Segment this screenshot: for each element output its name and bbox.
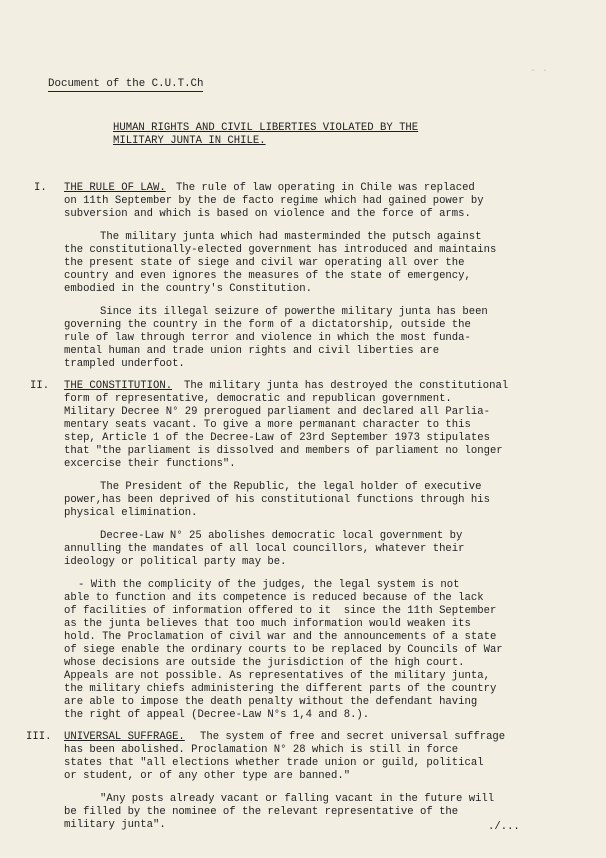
section-2-line: mentary seats vacant. To give a more permanant character to this [64, 419, 471, 431]
section-2-line: Military Decree N° 29 prerogued parliament and declared all Parlia- [64, 406, 490, 418]
section-2-para2-line: physical elimination. [64, 507, 198, 519]
section-1-para3-line: Since its illegal seizure of powerthe military junta has been [100, 306, 488, 318]
section-2-para4-line: the right of appeal (Decree-Law N°s 1,4 and 8.). [64, 709, 370, 721]
section-2-line: form of representative, democratic and republican government. [64, 393, 452, 405]
document-header: Document of the C.U.T.Ch [48, 78, 204, 90]
section-3-line: or student, or of any other type are banned." [64, 770, 351, 782]
section-1-para3-line: rule of law through terror and violence in which the most funda- [64, 332, 471, 344]
section-2-para4-line: hold. The Proclamation of civil war and the announcements of a state [64, 631, 497, 643]
section-2-line: excercise their functions". [64, 458, 236, 470]
section-1-para3-line: governing the country in the form of a dictatorship, outside the [64, 319, 471, 331]
section-2-para4-line: as the junta believes that too much information would weaken its [64, 618, 471, 630]
section-2-para2-line: The President of the Republic, the legal holder of executive [100, 481, 482, 493]
section-2-para4-line: whose decisions are outside the jurisdiction of the high court. [64, 657, 465, 669]
section-1-line: subversion and which is based on violence and the force of arms. [64, 208, 471, 220]
section-1-para3-line: mental human and trade union rights and civil liberties are [64, 345, 440, 357]
title-line-2: MILITARY JUNTA IN CHILE. [113, 135, 266, 147]
section-1-para2-line: The military junta which had masterminded the putsch against [100, 231, 482, 243]
section-3-number: III. [26, 731, 52, 743]
section-1-para3-line: trampled underfoot. [64, 358, 185, 370]
section-2-line: step, Article 1 of the Decree-Law of 23rd September 1973 stipulates [64, 432, 490, 444]
section-2-para3-line: Decree-Law N° 25 abolishes democratic local government by [100, 530, 463, 542]
section-1-para2-line: the present state of siege and civil war operating all over the [64, 257, 465, 269]
section-3-line: has been abolished. Proclamation N° 28 which is still in force [64, 744, 459, 756]
section-3-line: states that "all elections whether trade union or guild, political [64, 757, 484, 769]
header-underline [48, 91, 203, 92]
section-2-number: II. [30, 380, 50, 392]
continued-marker: ./... [488, 821, 520, 833]
section-1-line: The rule of law operating in Chile was replaced [176, 182, 475, 194]
section-3-para2-line: military junta". [64, 819, 166, 831]
section-1-line: on 11th September by the de facto regime which had gained power by [64, 195, 484, 207]
section-1-heading: THE RULE OF LAW. [64, 182, 166, 194]
section-2-para4-line: are able to impose the death penalty without the defendant having [64, 696, 478, 708]
section-2-para3-line: annulling the mandates of all local councillors, whatever their [64, 543, 465, 555]
section-2-line: The military junta has destroyed the constitutional [184, 380, 509, 392]
section-2-para4-line: of facilities of information offered to it since the 11th September [64, 605, 497, 617]
section-3-line: The system of free and secret universal suffrage [200, 731, 506, 743]
section-2-para3-line: ideology or political party may be. [64, 556, 287, 568]
section-2-heading: THE CONSTITUTION. [64, 380, 173, 392]
section-3-para2-line: be filled by the nominee of the relevant representative of the [64, 806, 459, 818]
section-1-para2-line: embodied in the country's Constitution. [64, 283, 312, 295]
section-1-number: I. [34, 182, 47, 194]
section-3-heading: UNIVERSAL SUFFRAGE. [64, 731, 185, 743]
section-2-para4-line: Appeals are not possible. As representatives of the military junta, [64, 670, 490, 682]
title-line-1: HUMAN RIGHTS AND CIVIL LIBERTIES VIOLATED BY THE [113, 122, 419, 134]
bleed-mark: - · [530, 66, 549, 77]
section-2-line: that "the parliament is dissolved and members of parliament no longer [64, 445, 503, 457]
section-3-para2-line: "Any posts already vacant or falling vacant in the future will [100, 793, 495, 805]
section-1-para2-line: country and even ignores the measures of the state of emergency, [64, 270, 471, 282]
section-2-para4-line: - With the complicity of the judges, the legal system is not [78, 579, 460, 591]
section-2-para4-line: of siege enable the ordinary courts to be replaced by Councils of War [64, 644, 503, 656]
section-2-para4-line: able to function and its competence is reduced because of the lack [64, 592, 484, 604]
section-2-para4-line: the military chiefs administering the different parts of the country [64, 683, 497, 695]
section-2-para2-line: power,has been deprived of his constitutional functions through his [64, 494, 490, 506]
section-1-para2-line: the constitutionally-elected government has introduced and maintains [64, 244, 497, 256]
